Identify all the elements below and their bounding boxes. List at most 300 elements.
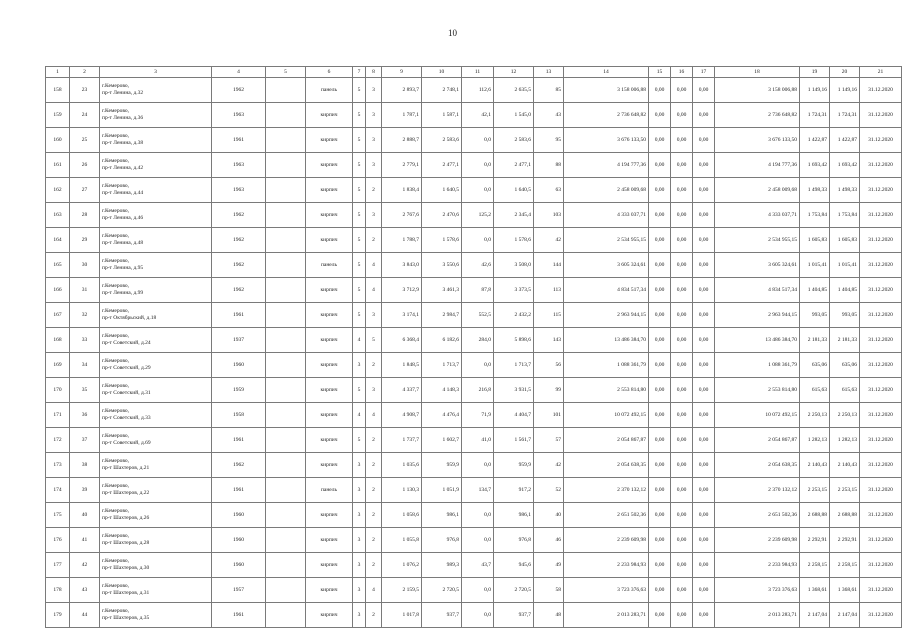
cell-col-17: 0,00 — [693, 478, 715, 503]
cell-col-11: 134,7 — [462, 478, 494, 503]
cell-col-10: 1 640,5 — [422, 178, 462, 203]
table-row — [46, 453, 902, 478]
cell-col-2: 40 — [70, 503, 100, 528]
cell-col-20: 1 149,16 — [830, 78, 860, 103]
cell-col-15: 0,00 — [649, 203, 671, 228]
cell-col-4: 1962 — [212, 228, 266, 253]
cell-col-11: 0,0 — [462, 503, 494, 528]
cell-col-19: 1 149,16 — [800, 78, 830, 103]
cell-col-9: 3 843,0 — [382, 253, 422, 278]
cell-col-1: 161 — [46, 153, 70, 178]
cell-col-4: 1961 — [212, 428, 266, 453]
cell-col-12: 3 508,0 — [494, 253, 534, 278]
table-row — [46, 528, 902, 553]
cell-col-11: 112,6 — [462, 78, 494, 103]
cell-col-8: 3 — [366, 78, 382, 103]
table-row — [46, 228, 902, 253]
cell-col-1: 177 — [46, 553, 70, 578]
cell-col-13: 49 — [534, 553, 564, 578]
address-street: пр-т Шахтеров, д.26 — [102, 515, 150, 521]
cell-col-11: 0,0 — [462, 453, 494, 478]
cell-col-8: 2 — [366, 178, 382, 203]
cell-col-9: 2 779,1 — [382, 153, 422, 178]
cell-col-13: 40 — [534, 503, 564, 528]
cell-col-13: 103 — [534, 203, 564, 228]
cell-col-16: 0,00 — [671, 403, 693, 428]
cell-col-4: 1963 — [212, 178, 266, 203]
cell-col-5 — [266, 503, 306, 528]
table-header-row — [46, 67, 902, 78]
cell-col-13: 95 — [534, 128, 564, 153]
address-cell — [100, 528, 212, 553]
cell-col-18: 2 054 638,35 — [715, 453, 800, 478]
address-cell — [100, 78, 212, 103]
cell-col-13: 42 — [534, 453, 564, 478]
cell-col-4: 1962 — [212, 278, 266, 303]
cell-col-4: 1962 — [212, 78, 266, 103]
cell-col-19: 1 498,33 — [800, 178, 830, 203]
cell-col-16: 0,00 — [671, 603, 693, 628]
cell-col-10: 937,7 — [422, 603, 462, 628]
address-city: г.Кемерово, — [102, 308, 130, 314]
cell-col-2: 36 — [70, 403, 100, 428]
address-city: г.Кемерово, — [102, 283, 130, 289]
cell-col-9: 2 159,5 — [382, 578, 422, 603]
cell-col-11: 43,7 — [462, 553, 494, 578]
cell-col-19: 1 753,84 — [800, 203, 830, 228]
cell-col-14: 2 233 984,93 — [564, 553, 649, 578]
cell-col-8: 5 — [366, 328, 382, 353]
cell-col-21: 31.12.2020 — [860, 453, 902, 478]
cell-col-2: 26 — [70, 153, 100, 178]
cell-col-18: 2 458 009,68 — [715, 178, 800, 203]
address-street: пр-т Шахтеров, д.31 — [102, 590, 150, 596]
cell-col-17: 0,00 — [693, 328, 715, 353]
cell-col-15: 0,00 — [649, 353, 671, 378]
cell-col-11: 125,2 — [462, 203, 494, 228]
cell-col-21: 31.12.2020 — [860, 153, 902, 178]
cell-col-20: 2 258,15 — [830, 553, 860, 578]
column-header: 20 — [830, 67, 860, 78]
cell-col-2: 27 — [70, 178, 100, 203]
cell-col-2: 39 — [70, 478, 100, 503]
cell-col-14: 10 072 492,15 — [564, 403, 649, 428]
cell-col-13: 48 — [534, 603, 564, 628]
cell-col-20: 635,06 — [830, 353, 860, 378]
column-header: 2 — [70, 67, 100, 78]
cell-col-12: 4 404,7 — [494, 403, 534, 428]
address-street: пр-т Ленина, д.36 — [102, 115, 144, 121]
cell-col-19: 2 147,04 — [800, 603, 830, 628]
cell-col-21: 31.12.2020 — [860, 303, 902, 328]
cell-col-14: 2 458 009,68 — [564, 178, 649, 203]
cell-col-4: 1937 — [212, 328, 266, 353]
cell-col-17: 0,00 — [693, 553, 715, 578]
cell-col-5 — [266, 478, 306, 503]
cell-col-7: 3 — [353, 503, 366, 528]
address-cell — [100, 228, 212, 253]
cell-col-14: 2 553 814,80 — [564, 378, 649, 403]
cell-col-8: 2 — [366, 528, 382, 553]
cell-col-13: 46 — [534, 528, 564, 553]
cell-col-20: 1 724,31 — [830, 103, 860, 128]
cell-col-12: 3 931,5 — [494, 378, 534, 403]
cell-col-14: 3 676 133,50 — [564, 128, 649, 153]
column-header: 17 — [693, 67, 715, 78]
cell-col-21: 31.12.2020 — [860, 178, 902, 203]
table-row — [46, 428, 902, 453]
cell-col-12: 2 432,2 — [494, 303, 534, 328]
address-street: пр-т Ленина, д.32 — [102, 90, 144, 96]
cell-col-10: 3 550,6 — [422, 253, 462, 278]
cell-col-1: 179 — [46, 603, 70, 628]
cell-col-16: 0,00 — [671, 228, 693, 253]
address-cell — [100, 403, 212, 428]
cell-col-13: 115 — [534, 303, 564, 328]
address-city: г.Кемерово, — [102, 608, 130, 614]
cell-col-16: 0,00 — [671, 128, 693, 153]
cell-col-6: кирпич — [306, 553, 353, 578]
cell-col-18: 3 158 006,88 — [715, 78, 800, 103]
cell-col-16: 0,00 — [671, 278, 693, 303]
cell-col-17: 0,00 — [693, 578, 715, 603]
table-row — [46, 353, 902, 378]
address-city: г.Кемерово, — [102, 333, 130, 339]
cell-col-1: 172 — [46, 428, 70, 453]
cell-col-9: 2 893,7 — [382, 78, 422, 103]
cell-col-2: 28 — [70, 203, 100, 228]
address-city: г.Кемерово, — [102, 183, 130, 189]
cell-col-16: 0,00 — [671, 203, 693, 228]
table-row — [46, 153, 902, 178]
table-row — [46, 578, 902, 603]
cell-col-4: 1962 — [212, 253, 266, 278]
cell-col-15: 0,00 — [649, 228, 671, 253]
cell-col-12: 2 635,5 — [494, 78, 534, 103]
cell-col-11: 0,0 — [462, 153, 494, 178]
column-header: 13 — [534, 67, 564, 78]
cell-col-13: 52 — [534, 478, 564, 503]
cell-col-10: 1 587,1 — [422, 103, 462, 128]
cell-col-13: 113 — [534, 278, 564, 303]
address-street: пр-т Шахтеров, д.28 — [102, 540, 150, 546]
cell-col-21: 31.12.2020 — [860, 278, 902, 303]
cell-col-12: 5 898,6 — [494, 328, 534, 353]
cell-col-9: 1 838,4 — [382, 178, 422, 203]
table-row — [46, 128, 902, 153]
cell-col-11: 552,5 — [462, 303, 494, 328]
cell-col-15: 0,00 — [649, 153, 671, 178]
cell-col-4: 1960 — [212, 353, 266, 378]
cell-col-17: 0,00 — [693, 153, 715, 178]
address-city: г.Кемерово, — [102, 583, 130, 589]
cell-col-17: 0,00 — [693, 528, 715, 553]
cell-col-15: 0,00 — [649, 278, 671, 303]
cell-col-1: 170 — [46, 378, 70, 403]
cell-col-4: 1961 — [212, 128, 266, 153]
address-cell — [100, 353, 212, 378]
cell-col-7: 5 — [353, 253, 366, 278]
cell-col-4: 1960 — [212, 528, 266, 553]
cell-col-12: 2 345,4 — [494, 203, 534, 228]
cell-col-14: 1 088 361,79 — [564, 353, 649, 378]
cell-col-11: 0,0 — [462, 603, 494, 628]
cell-col-4: 1962 — [212, 203, 266, 228]
cell-col-17: 0,00 — [693, 503, 715, 528]
cell-col-21: 31.12.2020 — [860, 78, 902, 103]
cell-col-14: 2 651 502,36 — [564, 503, 649, 528]
cell-col-5 — [266, 178, 306, 203]
cell-col-10: 2 748,1 — [422, 78, 462, 103]
cell-col-15: 0,00 — [649, 428, 671, 453]
cell-col-15: 0,00 — [649, 478, 671, 503]
cell-col-2: 29 — [70, 228, 100, 253]
cell-col-15: 0,00 — [649, 128, 671, 153]
cell-col-21: 31.12.2020 — [860, 503, 902, 528]
cell-col-8: 4 — [366, 403, 382, 428]
cell-col-6: кирпич — [306, 128, 353, 153]
cell-col-12: 937,7 — [494, 603, 534, 628]
cell-col-21: 31.12.2020 — [860, 103, 902, 128]
table-row — [46, 278, 902, 303]
cell-col-4: 1963 — [212, 103, 266, 128]
cell-col-6: кирпич — [306, 528, 353, 553]
table-row — [46, 603, 902, 628]
address-cell — [100, 553, 212, 578]
cell-col-16: 0,00 — [671, 378, 693, 403]
cell-col-15: 0,00 — [649, 453, 671, 478]
column-header: 11 — [462, 67, 494, 78]
cell-col-11: 0,0 — [462, 128, 494, 153]
cell-col-1: 174 — [46, 478, 70, 503]
cell-col-2: 32 — [70, 303, 100, 328]
cell-col-17: 0,00 — [693, 603, 715, 628]
address-cell — [100, 103, 212, 128]
column-header: 6 — [306, 67, 353, 78]
cell-col-19: 1 282,13 — [800, 428, 830, 453]
cell-col-2: 33 — [70, 328, 100, 353]
cell-col-2: 30 — [70, 253, 100, 278]
cell-col-11: 0,0 — [462, 228, 494, 253]
address-city: г.Кемерово, — [102, 458, 130, 464]
cell-col-18: 3 676 133,50 — [715, 128, 800, 153]
cell-col-9: 1 130,3 — [382, 478, 422, 503]
cell-col-17: 0,00 — [693, 303, 715, 328]
address-street: пр-т Советский, д.33 — [102, 415, 151, 421]
cell-col-13: 42 — [534, 228, 564, 253]
cell-col-11: 42,1 — [462, 103, 494, 128]
cell-col-14: 2 370 132,12 — [564, 478, 649, 503]
cell-col-16: 0,00 — [671, 328, 693, 353]
cell-col-12: 2 583,6 — [494, 128, 534, 153]
cell-col-10: 2 470,6 — [422, 203, 462, 228]
cell-col-18: 2 651 502,36 — [715, 503, 800, 528]
cell-col-7: 3 — [353, 603, 366, 628]
cell-col-8: 3 — [366, 103, 382, 128]
cell-col-6: кирпич — [306, 428, 353, 453]
cell-col-6: панель — [306, 478, 353, 503]
cell-col-10: 976,8 — [422, 528, 462, 553]
cell-col-18: 2 370 132,12 — [715, 478, 800, 503]
cell-col-15: 0,00 — [649, 303, 671, 328]
address-cell — [100, 328, 212, 353]
cell-col-9: 1 076,2 — [382, 553, 422, 578]
cell-col-12: 1 640,5 — [494, 178, 534, 203]
cell-col-10: 4 476,4 — [422, 403, 462, 428]
address-street: пр-т Советский, д.29 — [102, 365, 151, 371]
cell-col-16: 0,00 — [671, 78, 693, 103]
cell-col-8: 2 — [366, 428, 382, 453]
cell-col-8: 2 — [366, 503, 382, 528]
cell-col-15: 0,00 — [649, 253, 671, 278]
cell-col-6: кирпич — [306, 503, 353, 528]
table-row — [46, 178, 902, 203]
cell-col-16: 0,00 — [671, 578, 693, 603]
column-header: 15 — [649, 67, 671, 78]
cell-col-5 — [266, 403, 306, 428]
cell-col-20: 1 753,84 — [830, 203, 860, 228]
address-city: г.Кемерово, — [102, 233, 130, 239]
cell-col-15: 0,00 — [649, 553, 671, 578]
cell-col-18: 2 054 867,87 — [715, 428, 800, 453]
table-row — [46, 328, 902, 353]
cell-col-21: 31.12.2020 — [860, 378, 902, 403]
cell-col-20: 2 688,88 — [830, 503, 860, 528]
cell-col-21: 31.12.2020 — [860, 128, 902, 153]
cell-col-18: 2 553 814,80 — [715, 378, 800, 403]
cell-col-11: 0,0 — [462, 353, 494, 378]
cell-col-8: 2 — [366, 603, 382, 628]
cell-col-2: 44 — [70, 603, 100, 628]
cell-col-9: 1 788,7 — [382, 228, 422, 253]
cell-col-12: 3 373,5 — [494, 278, 534, 303]
cell-col-7: 5 — [353, 278, 366, 303]
cell-col-2: 24 — [70, 103, 100, 128]
cell-col-19: 1 015,41 — [800, 253, 830, 278]
cell-col-15: 0,00 — [649, 603, 671, 628]
cell-col-19: 1 605,83 — [800, 228, 830, 253]
cell-col-7: 5 — [353, 378, 366, 403]
cell-col-21: 31.12.2020 — [860, 228, 902, 253]
cell-col-11: 71,9 — [462, 403, 494, 428]
cell-col-10: 959,9 — [422, 453, 462, 478]
cell-col-1: 163 — [46, 203, 70, 228]
cell-col-9: 1 055,8 — [382, 528, 422, 553]
address-street: пр-т Октябрьский, д.18 — [102, 315, 157, 321]
cell-col-6: кирпич — [306, 328, 353, 353]
cell-col-7: 5 — [353, 228, 366, 253]
cell-col-2: 42 — [70, 553, 100, 578]
address-cell — [100, 603, 212, 628]
address-cell — [100, 578, 212, 603]
cell-col-15: 0,00 — [649, 378, 671, 403]
column-header: 14 — [564, 67, 649, 78]
cell-col-4: 1957 — [212, 578, 266, 603]
cell-col-17: 0,00 — [693, 278, 715, 303]
cell-col-17: 0,00 — [693, 178, 715, 203]
cell-col-9: 1 848,5 — [382, 353, 422, 378]
cell-col-7: 3 — [353, 453, 366, 478]
cell-col-7: 4 — [353, 328, 366, 353]
cell-col-18: 2 013 283,71 — [715, 603, 800, 628]
cell-col-19: 1 724,31 — [800, 103, 830, 128]
cell-col-10: 1 578,6 — [422, 228, 462, 253]
cell-col-19: 2 253,15 — [800, 478, 830, 503]
cell-col-18: 2 534 955,15 — [715, 228, 800, 253]
cell-col-9: 4 908,7 — [382, 403, 422, 428]
column-header: 10 — [422, 67, 462, 78]
column-header: 5 — [266, 67, 306, 78]
cell-col-12: 976,8 — [494, 528, 534, 553]
cell-col-5 — [266, 353, 306, 378]
cell-col-14: 2 239 609,98 — [564, 528, 649, 553]
cell-col-2: 38 — [70, 453, 100, 478]
cell-col-1: 166 — [46, 278, 70, 303]
cell-col-18: 13 486 384,70 — [715, 328, 800, 353]
cell-col-19: 1 368,61 — [800, 578, 830, 603]
cell-col-14: 13 486 384,70 — [564, 328, 649, 353]
cell-col-20: 1 422,87 — [830, 128, 860, 153]
cell-col-16: 0,00 — [671, 553, 693, 578]
cell-col-17: 0,00 — [693, 428, 715, 453]
cell-col-9: 3 174,1 — [382, 303, 422, 328]
cell-col-20: 2 292,91 — [830, 528, 860, 553]
cell-col-21: 31.12.2020 — [860, 553, 902, 578]
column-header: 19 — [800, 67, 830, 78]
cell-col-1: 169 — [46, 353, 70, 378]
column-header: 1 — [46, 67, 70, 78]
cell-col-11: 216,8 — [462, 378, 494, 403]
address-cell — [100, 253, 212, 278]
cell-col-1: 178 — [46, 578, 70, 603]
cell-col-9: 1 017,8 — [382, 603, 422, 628]
cell-col-6: кирпич — [306, 178, 353, 203]
column-header: 9 — [382, 67, 422, 78]
cell-col-18: 4 194 777,36 — [715, 153, 800, 178]
cell-col-20: 2 250,13 — [830, 403, 860, 428]
cell-col-12: 917,2 — [494, 478, 534, 503]
cell-col-18: 10 072 492,15 — [715, 403, 800, 428]
cell-col-6: кирпич — [306, 303, 353, 328]
address-street: пр-т Ленина, д.44 — [102, 190, 144, 196]
cell-col-10: 6 182,6 — [422, 328, 462, 353]
cell-col-19: 615,63 — [800, 378, 830, 403]
cell-col-5 — [266, 578, 306, 603]
cell-col-11: 42,6 — [462, 253, 494, 278]
address-cell — [100, 303, 212, 328]
cell-col-13: 63 — [534, 178, 564, 203]
cell-col-16: 0,00 — [671, 178, 693, 203]
cell-col-6: кирпич — [306, 378, 353, 403]
cell-col-12: 986,1 — [494, 503, 534, 528]
address-street: пр-т Ленина, д.99 — [102, 290, 144, 296]
cell-col-13: 58 — [534, 578, 564, 603]
cell-col-19: 1 422,87 — [800, 128, 830, 153]
cell-col-20: 1 605,83 — [830, 228, 860, 253]
address-city: г.Кемерово, — [102, 508, 130, 514]
cell-col-7: 3 — [353, 578, 366, 603]
cell-col-7: 3 — [353, 353, 366, 378]
cell-col-13: 85 — [534, 78, 564, 103]
address-street: пр-т Шахтеров, д.22 — [102, 490, 150, 496]
cell-col-5 — [266, 103, 306, 128]
cell-col-13: 143 — [534, 328, 564, 353]
column-header: 4 — [212, 67, 266, 78]
cell-col-9: 6 368,4 — [382, 328, 422, 353]
table-row — [46, 403, 902, 428]
cell-col-7: 5 — [353, 153, 366, 178]
address-city: г.Кемерово, — [102, 208, 130, 214]
